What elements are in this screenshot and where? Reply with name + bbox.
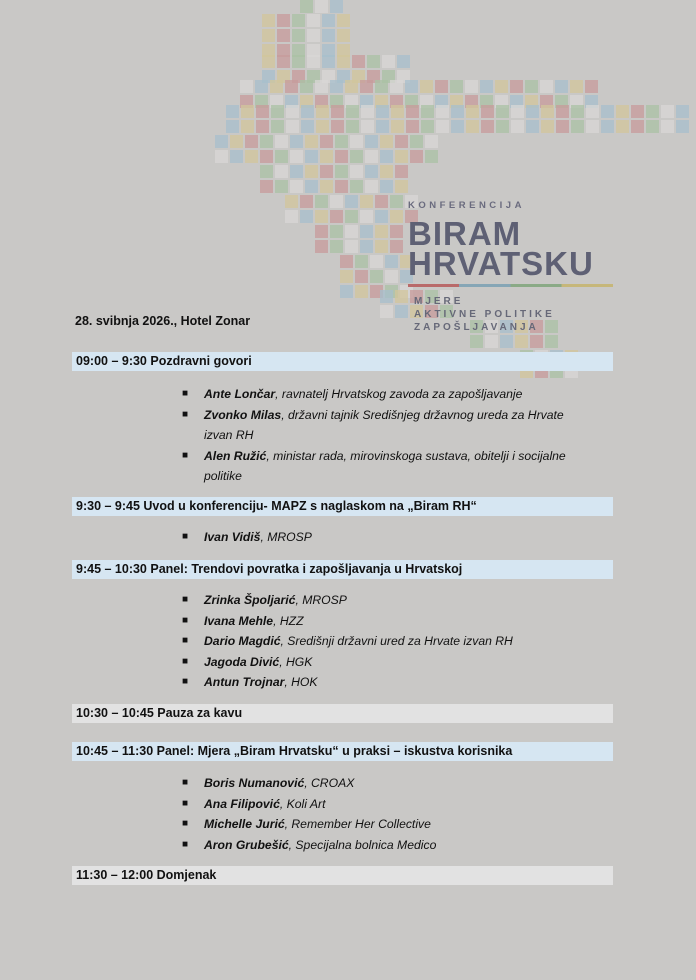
map-tile (420, 80, 433, 93)
map-tile (395, 150, 408, 163)
map-tile (277, 55, 290, 68)
map-tile (365, 180, 378, 193)
map-tile (395, 290, 408, 303)
map-tile (526, 120, 539, 133)
speaker-item (182, 794, 614, 815)
map-tile (390, 195, 403, 208)
map-tile (470, 335, 483, 348)
map-tile (340, 270, 353, 283)
map-tile (631, 120, 644, 133)
map-tile (496, 120, 509, 133)
map-tile (375, 225, 388, 238)
map-tile (375, 80, 388, 93)
map-tile (305, 165, 318, 178)
bullet-icon: ■ (182, 635, 189, 646)
speaker-role: , MROSP (295, 593, 347, 607)
map-tile (307, 55, 320, 68)
map-tile (316, 105, 329, 118)
map-tile (337, 29, 350, 42)
map-tile (315, 240, 328, 253)
speaker-role: , HZZ (273, 613, 304, 628)
speaker-name: Alen Ružić (204, 448, 267, 463)
map-tile (510, 80, 523, 93)
map-tile (376, 120, 389, 133)
map-tile (307, 14, 320, 27)
map-tile (271, 120, 284, 133)
map-tile (300, 195, 313, 208)
map-tile (277, 14, 290, 27)
map-tile (355, 255, 368, 268)
speaker-item (182, 446, 614, 487)
map-tile (390, 80, 403, 93)
map-tile (390, 225, 403, 238)
map-tile (541, 105, 554, 118)
map-tile (275, 180, 288, 193)
bullet-icon: ■ (182, 777, 189, 788)
map-tile (395, 180, 408, 193)
logo-subtitle-line3: ZAPOŠLJAVANJA (414, 322, 539, 333)
map-tile (485, 335, 498, 348)
map-tile (335, 135, 348, 148)
map-tile (315, 0, 328, 13)
map-tile (525, 80, 538, 93)
speaker-role: , HGK (279, 654, 313, 669)
map-tile (292, 55, 305, 68)
map-tile (435, 80, 448, 93)
map-tile (365, 135, 378, 148)
bullet-icon: ■ (182, 655, 189, 667)
map-tile (331, 120, 344, 133)
map-tile (322, 55, 335, 68)
map-tile (316, 120, 329, 133)
map-tile (616, 120, 629, 133)
map-tile (380, 180, 393, 193)
speaker-list-panel-practice (182, 773, 614, 855)
map-tile (330, 80, 343, 93)
map-tile (540, 80, 553, 93)
map-tile (270, 80, 283, 93)
speaker-name: Ana Filipović (204, 796, 280, 811)
map-tile (240, 80, 253, 93)
speaker-name: Jagoda Divić (204, 654, 280, 669)
map-tile (277, 29, 290, 42)
map-tile (345, 195, 358, 208)
speaker-name: Antun Trojnar (204, 675, 285, 689)
speaker-role: , državni tajnik Središnjeg državnog ureda za Hrvate (281, 407, 564, 422)
speaker-item (182, 652, 614, 673)
map-tile (631, 105, 644, 118)
map-tile (481, 105, 494, 118)
map-tile (410, 135, 423, 148)
map-tile (355, 270, 368, 283)
map-tile (436, 120, 449, 133)
map-tile (322, 29, 335, 42)
map-tile (350, 150, 363, 163)
map-tile (285, 210, 298, 223)
map-tile (315, 225, 328, 238)
map-tile (285, 195, 298, 208)
map-tile (370, 255, 383, 268)
map-tile (390, 210, 403, 223)
bullet-icon: ■ (182, 838, 189, 850)
map-tile (262, 29, 275, 42)
speaker-role: , Specijalna bolnica Medico (288, 837, 437, 852)
map-tile (345, 225, 358, 238)
map-tile (365, 165, 378, 178)
map-tile (661, 105, 674, 118)
speaker-name: Dario Magdić (204, 634, 281, 648)
map-tile (330, 0, 343, 13)
map-tile (260, 150, 273, 163)
map-tile (335, 165, 348, 178)
map-tile (271, 105, 284, 118)
map-tile (405, 80, 418, 93)
map-tile (545, 335, 558, 348)
map-tile (451, 105, 464, 118)
map-tile (305, 150, 318, 163)
map-tile (226, 120, 239, 133)
map-tile (450, 80, 463, 93)
map-tile (345, 240, 358, 253)
map-tile (345, 80, 358, 93)
speaker-item (182, 405, 614, 446)
speaker-role: , Središnji državni ured za Hrvate izvan RH (280, 634, 513, 648)
map-tile (421, 105, 434, 118)
map-tile (511, 105, 524, 118)
map-tile (307, 29, 320, 42)
map-tile (375, 195, 388, 208)
map-tile (305, 135, 318, 148)
map-tile (391, 105, 404, 118)
speaker-role: , Remember Her Collective (284, 817, 431, 831)
map-tile (571, 105, 584, 118)
conference-logo (408, 200, 628, 334)
map-tile (385, 255, 398, 268)
map-tile (616, 105, 629, 118)
map-tile (315, 195, 328, 208)
map-tile (260, 180, 273, 193)
map-tile (275, 135, 288, 148)
map-tile (480, 80, 493, 93)
bullet-icon: ■ (182, 594, 189, 605)
map-tile (255, 80, 268, 93)
map-tile (586, 105, 599, 118)
map-tile (646, 120, 659, 133)
map-tile (511, 120, 524, 133)
map-tile (286, 120, 299, 133)
map-tile (262, 14, 275, 27)
agenda-session-panel-trends: 9:45 – 10:30 Panel: Trendovi povratka i zapošljavanja u Hrvatskoj (72, 560, 613, 579)
map-tile (320, 150, 333, 163)
map-tile (241, 105, 254, 118)
map-tile (436, 105, 449, 118)
speaker-item (182, 672, 614, 693)
map-tile (292, 29, 305, 42)
map-tile (382, 55, 395, 68)
logo-subtitle-line1: MJERE (414, 296, 464, 307)
speaker-list-panel-trends (182, 590, 614, 693)
map-tile (425, 135, 438, 148)
map-tile (350, 165, 363, 178)
speaker-item (182, 835, 614, 856)
map-tile (661, 120, 674, 133)
map-tile (340, 285, 353, 298)
map-tile (350, 180, 363, 193)
map-tile (556, 105, 569, 118)
speaker-name: Michelle Jurić (204, 817, 285, 831)
map-tile (290, 150, 303, 163)
map-tile (300, 0, 313, 13)
map-tile (315, 210, 328, 223)
map-tile (352, 55, 365, 68)
map-tile (340, 255, 353, 268)
map-tile (315, 80, 328, 93)
map-tile (290, 180, 303, 193)
logo-color-bar (408, 284, 613, 287)
map-tile (395, 305, 408, 318)
speaker-item (182, 384, 614, 405)
map-tile (360, 240, 373, 253)
map-tile (346, 105, 359, 118)
map-tile (556, 120, 569, 133)
map-tile (337, 14, 350, 27)
map-tile (410, 150, 423, 163)
map-tile (676, 120, 689, 133)
map-tile (262, 55, 275, 68)
map-tile (360, 80, 373, 93)
logo-kicker: KONFERENCIJA (408, 200, 525, 211)
bullet-icon: ■ (182, 818, 189, 829)
speaker-role-continued: izvan RH (204, 428, 254, 442)
map-tile (320, 165, 333, 178)
map-tile (586, 120, 599, 133)
speaker-role: , ravnatelj Hrvatskog zavoda za zapošljavanje (275, 387, 523, 401)
map-tile (330, 195, 343, 208)
map-tile (406, 105, 419, 118)
map-tile (466, 120, 479, 133)
map-tile (380, 150, 393, 163)
map-tile (330, 210, 343, 223)
map-tile (390, 240, 403, 253)
speaker-role-continued: politike (204, 469, 242, 483)
speaker-item (182, 814, 614, 835)
map-tile (481, 120, 494, 133)
map-tile (601, 105, 614, 118)
speaker-item (182, 773, 614, 794)
map-tile (500, 335, 513, 348)
bullet-icon: ■ (182, 676, 189, 687)
map-tile (361, 120, 374, 133)
bullet-icon: ■ (182, 614, 189, 626)
map-tile (335, 150, 348, 163)
map-tile (322, 14, 335, 27)
map-tile (245, 135, 258, 148)
map-tile (275, 165, 288, 178)
agenda-session-intro: 9:30 – 9:45 Uvod u konferenciju- MAPZ s naglaskom na „Biram RH“ (72, 497, 613, 516)
map-tile (300, 210, 313, 223)
logo-title (408, 215, 628, 282)
map-tile (275, 150, 288, 163)
map-tile (421, 120, 434, 133)
map-tile (320, 180, 333, 193)
map-tile (530, 335, 543, 348)
map-tile (230, 150, 243, 163)
speaker-name: Zrinka Špoljarić (204, 593, 296, 607)
map-tile (245, 150, 258, 163)
map-tile (337, 55, 350, 68)
speaker-role: , HOK (284, 675, 318, 689)
map-tile (285, 80, 298, 93)
map-tile (466, 105, 479, 118)
map-tile (376, 105, 389, 118)
speaker-item (182, 631, 614, 652)
map-tile (391, 120, 404, 133)
map-tile (555, 80, 568, 93)
map-tile (360, 195, 373, 208)
speaker-name: Ante Lončar (204, 387, 276, 401)
map-tile (496, 105, 509, 118)
map-tile (290, 135, 303, 148)
map-tile (541, 120, 554, 133)
map-tile (395, 135, 408, 148)
map-tile (300, 80, 313, 93)
map-tile (350, 135, 363, 148)
bullet-icon: ■ (182, 388, 189, 399)
map-tile (256, 120, 269, 133)
map-tile (380, 165, 393, 178)
map-tile (305, 180, 318, 193)
speaker-item (182, 590, 614, 611)
map-tile (260, 135, 273, 148)
map-tile (585, 80, 598, 93)
speaker-name: Ivana Mehle (204, 613, 274, 628)
map-tile (256, 105, 269, 118)
map-tile (397, 55, 410, 68)
map-tile (526, 105, 539, 118)
map-tile (380, 290, 393, 303)
map-tile (380, 135, 393, 148)
map-tile (330, 240, 343, 253)
speaker-item (182, 611, 614, 632)
logo-title-line2: HRVATSKU (408, 245, 594, 282)
map-tile (425, 150, 438, 163)
map-tile (290, 165, 303, 178)
speaker-name: Ivan Vidiš (204, 530, 261, 544)
speaker-name: Zvonko Milas (204, 407, 282, 422)
map-tile (380, 305, 393, 318)
map-tile (230, 135, 243, 148)
logo-subtitle-line2: AKTIVNE POLITIKE (414, 309, 555, 320)
map-tile (451, 120, 464, 133)
agenda-session-opening: 09:00 – 9:30 Pozdravni govori (72, 352, 613, 371)
bullet-icon: ■ (182, 797, 189, 809)
speaker-role: , Koli Art (279, 796, 326, 811)
map-tile (331, 105, 344, 118)
bullet-icon: ■ (182, 408, 189, 420)
map-tile (226, 105, 239, 118)
map-tile (385, 270, 398, 283)
bullet-icon: ■ (182, 531, 189, 542)
map-tile (495, 80, 508, 93)
map-tile (367, 55, 380, 68)
map-tile (570, 80, 583, 93)
map-tile (355, 285, 368, 298)
speaker-name: Aron Grubešić (204, 837, 289, 852)
map-tile (301, 120, 314, 133)
map-tile (260, 165, 273, 178)
map-tile (375, 210, 388, 223)
map-tile (330, 225, 343, 238)
map-tile (515, 335, 528, 348)
map-tile (360, 225, 373, 238)
map-tile (676, 105, 689, 118)
agenda-reception: 11:30 – 12:00 Domjenak (72, 866, 613, 885)
event-date-place: 28. svibnja 2026., Hotel Zonar (75, 314, 251, 328)
logo-title-line1: BIRAM (408, 215, 522, 252)
map-tile (286, 105, 299, 118)
map-tile (375, 240, 388, 253)
map-tile (370, 270, 383, 283)
map-tile (406, 120, 419, 133)
speaker-name: Boris Numanović (204, 776, 305, 790)
map-tile (215, 135, 228, 148)
map-tile (395, 165, 408, 178)
map-tile (301, 105, 314, 118)
speaker-list-opening (182, 384, 614, 487)
map-tile (571, 120, 584, 133)
speaker-item (182, 527, 614, 548)
map-tile (465, 80, 478, 93)
map-tile (360, 210, 373, 223)
map-tile (215, 150, 228, 163)
speaker-role: , ministar rada, mirovinskoga sustava, obitelji i socijalne (266, 448, 566, 463)
map-tile (346, 120, 359, 133)
map-tile (292, 14, 305, 27)
map-tile (241, 120, 254, 133)
speaker-list-intro (182, 527, 614, 548)
speaker-role: , MROSP (260, 530, 312, 544)
map-tile (646, 105, 659, 118)
map-tile (361, 105, 374, 118)
agenda-coffee-break: 10:30 – 10:45 Pauza za kavu (72, 704, 613, 723)
bullet-icon: ■ (182, 449, 189, 461)
map-tile (601, 120, 614, 133)
logo-subtitle (408, 295, 628, 334)
agenda-session-panel-practice: 10:45 – 11:30 Panel: Mjera „Biram Hrvatsku“ u praksi – iskustva korisnika (72, 742, 613, 761)
speaker-role: , CROAX (304, 776, 355, 790)
map-tile (345, 210, 358, 223)
map-tile (335, 180, 348, 193)
map-tile (320, 135, 333, 148)
map-tile (365, 150, 378, 163)
